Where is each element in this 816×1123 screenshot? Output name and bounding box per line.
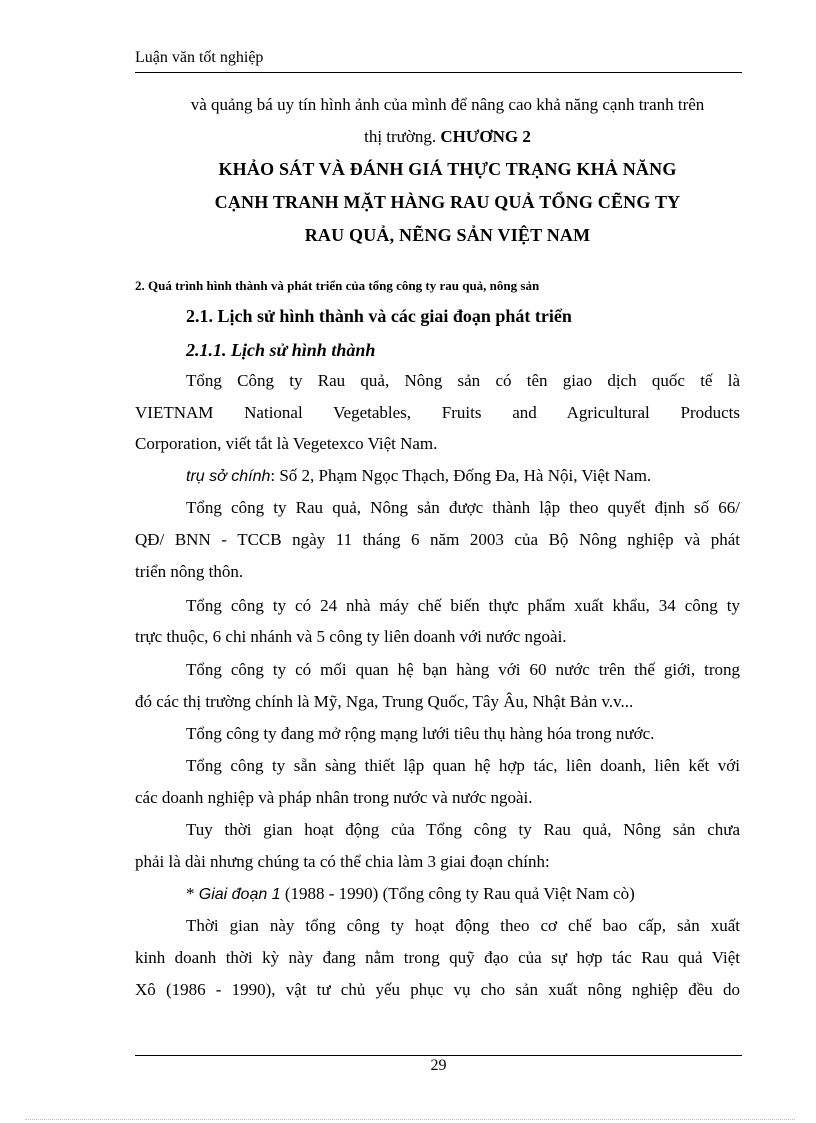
p2-line-2: QĐ/ BNN - TCCB ngày 11 tháng 6 năm 2003 của Bộ Nông nghiệp và phát [135, 530, 740, 549]
running-header: Luận văn tốt nghiệp [135, 49, 264, 66]
p8-line-3: Xô (1986 - 1990), vật tư chủ yếu phục vụ cho sản xuất nông nghiệp đều do [135, 980, 740, 999]
page-number: 29 [430, 1057, 447, 1074]
p3-line-2: trực thuộc, 6 chi nhánh và 5 công ty liên doanh với nước ngoài. [135, 627, 567, 646]
p1-line-3: Corporation, viết tắt là Vegetexco Việt Nam. [135, 434, 438, 453]
p8-line-1: Thời gian này tổng công ty hoạt động theo cơ chế bao cấp, sản xuất [186, 916, 740, 935]
stage-detail: (1988 - 1990) (Tổng công ty Rau quả Việt Nam cò) [280, 884, 635, 903]
hq-line [186, 466, 651, 486]
p6-line-1: Tổng công ty sẵn sàng thiết lập quan hệ hợp tác, liên doanh, liên kết với [186, 756, 740, 775]
header-rule [135, 72, 742, 73]
intro-line-2 [135, 127, 760, 147]
p5-line: Tổng công ty đang mở rộng mạng lưới tiêu thụ hàng hóa trong nước. [186, 724, 655, 743]
stage-bullet: * [186, 884, 199, 903]
p6-line-2: các doanh nghiệp và pháp nhân trong nước và nước ngoài. [135, 788, 533, 807]
intro-line-1: và quảng bá uy tín hình ảnh của mình để nâng cao khả năng cạnh tranh trên [190, 95, 705, 114]
p8-line-2: kinh doanh thời kỳ này đang nằm trong quỹ đạo của sự hợp tác Rau quả Việt [135, 948, 740, 967]
hq-label: trụ sở chính [186, 468, 271, 485]
hq-value: : Số 2, Phạm Ngọc Thạch, Đống Đa, Hà Nội, Việt Nam. [270, 466, 652, 485]
stage-label: Giai đoạn 1 [198, 886, 281, 903]
p1-line-1: Tổng Công ty Rau quả, Nông sản có tên giao dịch quốc tế là [186, 371, 740, 390]
intro-line-2-text: thị trường. [364, 127, 437, 146]
p4-line-1: Tổng công ty có mối quan hệ bạn hàng với 60 nước trên thế giới, trong [186, 660, 740, 679]
p2-line-3: triển nông thôn. [135, 562, 244, 581]
p4-line-2: đó các thị trường chính là Mỹ, Nga, Trung Quốc, Tây Âu, Nhật Bản v.v... [135, 692, 634, 711]
stage-1-line [186, 884, 635, 904]
page-edge-dotted-line [25, 1119, 795, 1120]
p2-line-1: Tổng công ty Rau quả, Nông sản được thành lập theo quyết định số 66/ [186, 498, 740, 517]
footer-rule [135, 1055, 742, 1056]
chapter-title-line-3: RAU QUẢ, NẼNG SẢN VIỆT NAM [304, 225, 591, 245]
section-2-heading: 2. Quá trình hình thành và phát triển của tổng công ty rau quả, nông sản [135, 278, 540, 293]
p3-line-1: Tổng công ty có 24 nhà máy chế biến thực phẩm xuất khẩu, 34 công ty [186, 596, 740, 615]
p7-line-1: Tuy thời gian hoạt động của Tổng công ty Rau quả, Nông sản chưa [186, 820, 740, 839]
chapter-title-line-1: KHẢO SÁT VÀ ĐÁNH GIÁ THỰC TRẠNG KHẢ NĂNG [218, 159, 677, 179]
chapter-number: CHƯƠNG 2 [436, 127, 531, 146]
p7-line-2: phải là dài nhưng chúng ta có thể chia làm 3 giai đoạn chính: [135, 852, 550, 871]
p1-line-2: VIETNAM National Vegetables, Fruits and Agricultural Products [135, 403, 740, 422]
section-2-1-heading: 2.1. Lịch sử hình thành và các giai đoạn phát triển [186, 306, 572, 326]
section-2-1-1-heading: 2.1.1. Lịch sử hình thành [186, 340, 376, 360]
chapter-title-line-2: CẠNH TRANH MẶT HÀNG RAU QUẢ TỔNG CẼNG TY [214, 192, 681, 212]
